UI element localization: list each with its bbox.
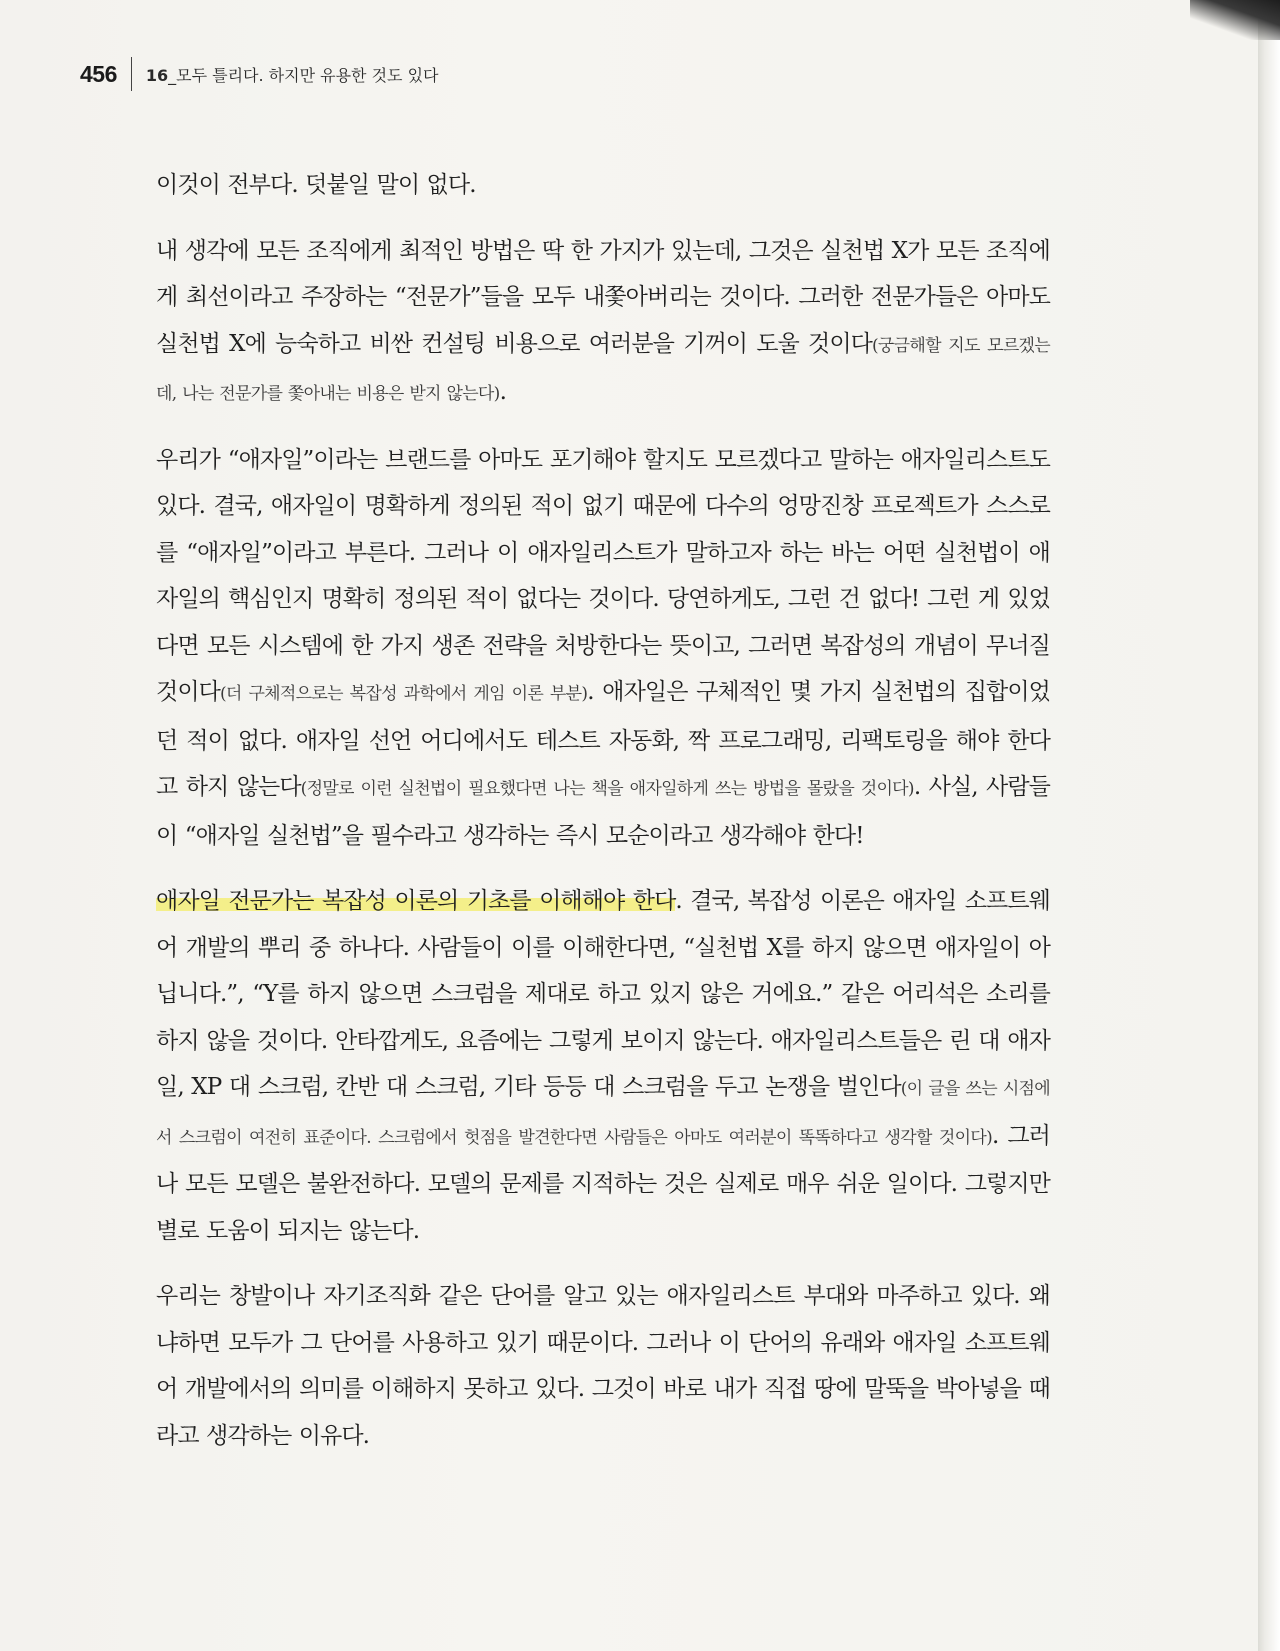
paragraph-text: . 사실, 사람들이 “애자일 실천법”을 필수라고 생각하는 즉시 모순이라고 생각해야 한다! (156, 774, 1051, 849)
paragraph-text: . 그러나 모든 모델은 불완전하다. 모델의 문제를 지적하는 것은 실제로 매우 쉬운 일이다. 그렇지만 별로 도움이 되지는 않는다. (156, 1122, 1050, 1244)
paragraph (156, 1273, 1050, 1459)
paragraph-text: 이것이 전부다. 덧붙일 말이 없다. (156, 172, 476, 198)
page-number: 456 (80, 60, 117, 87)
paragraph-text: . (499, 379, 506, 405)
paragraph (156, 878, 1050, 1254)
paragraph-text: 내 생각에 모든 조직에게 최적인 방법은 딱 한 가지가 있는데, 그것은 실천법 X가 모든 조직에게 최선이라고 주장하는 “전문가”들을 모두 내쫓아버리는 것이다. 그러한 전문가들은 아마도 실천법 X에 능숙하고 비싼 컨설팅 비용으로 여러분을 기꺼이 도울 것이다 (156, 237, 1050, 357)
paragraph-text: . 애자일은 구체적인 몇 가지 실천법의 집합이었던 적이 없다. 애자일 선언 어디에서도 테스트 자동화, 짝 프로그래밍, 리팩토링을 해야 한다고 하지 않는다 (156, 679, 1051, 800)
highlighted-sentence: 애자일 전문가는 복잡성 이론의 기초를 이해해야 한다 (156, 888, 676, 914)
parenthetical-note: (궁금해할 지도 모르겠는데, 나는 전문가를 쫓아내는 비용은 받지 않는다) (156, 335, 1050, 404)
parenthetical-note: (더 구체적으로는 복잡성 과학에서 게임 이론 부분) (219, 684, 588, 704)
header-divider (131, 57, 132, 91)
paragraph (156, 437, 1050, 860)
chapter-title: _모두 틀리다. 하지만 유용한 것도 있다 (168, 65, 439, 85)
chapter-number: 16 (145, 65, 169, 85)
corner-shadow (1190, 0, 1280, 40)
parenthetical-note: (이 글을 쓰는 시점에서 스크럼이 여전히 표준이다. 스크럼에서 헛점을 발견한다면 사람들은 아마도 여러분이 똑똑하다고 생각할 것이다) (156, 1079, 1051, 1148)
paragraph (156, 162, 1050, 209)
paragraph (156, 228, 1050, 418)
parenthetical-note: (정말로 이런 실천법이 필요했다면 나는 책을 애자일하게 쓰는 방법을 몰랐을 것이다) (300, 779, 914, 799)
page-edge (1258, 0, 1280, 1651)
paragraph-text: . 결국, 복잡성 이론은 애자일 소프트웨어 개발의 뿌리 중 하나다. 사람들이 이를 이해한다면, “실천법 X를 하지 않으면 애자일이 아닙니다.”, “Y를 하지 않으면 스크럼을 제대로 하고 있지 않은 거에요.” 같은 어리석은 소리를 하지 않을 것이다. 안타깝게도, 요즘에는 그렇게 보이지 않는다. 애자일리스트들은 린 대 애자일, XP 대 스크럼, 칸반 대 스크럼, 기타 등등 대 스크럼을 두고 논쟁을 벌인다 (156, 888, 1050, 1100)
paragraph-text: 우리는 창발이나 자기조직화 같은 단어를 알고 있는 애자일리스트 부대와 마주하고 있다. 왜냐하면 모두가 그 단어를 사용하고 있기 때문이다. 그러나 이 단어의 유래와 애자일 소프트웨어 개발에서의 의미를 이해하지 못하고 있다. 그것이 바로 내가 직접 땅에 말뚝을 박아넣을 때라고 생각하는 이유다. (156, 1283, 1050, 1449)
body-text (156, 162, 1050, 1478)
running-title (146, 63, 439, 86)
paragraph-text: 우리가 “애자일”이라는 브랜드를 아마도 포기해야 할지도 모르겠다고 말하는 애자일리스트도 있다. 결국, 애자일이 명확하게 정의된 적이 없기 때문에 다수의 엉망진창 프로젝트가 스스로를 “애자일”이라고 부른다. 그러나 이 애자일리스트가 말하고자 하는 바는 어떤 실천법이 애자일의 핵심인지 명확히 정의된 적이 없다는 것이다. 당연하게도, 그런 건 없다! 그런 게 있었다면 모든 시스템에 한 가지 생존 전략을 처방한다는 뜻이고, 그러면 복잡성의 개념이 무너질 것이다 (156, 446, 1050, 705)
running-header (80, 58, 439, 90)
